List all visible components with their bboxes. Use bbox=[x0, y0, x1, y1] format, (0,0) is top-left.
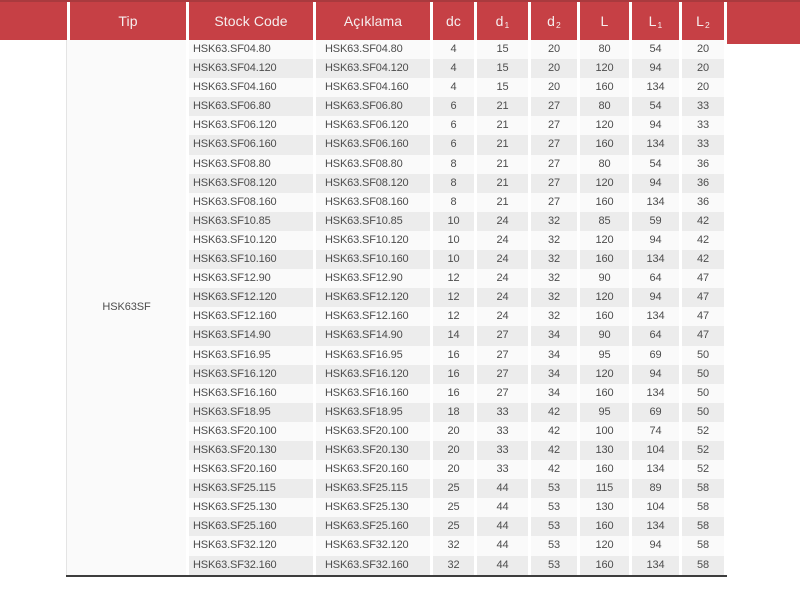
cell-l: 160 bbox=[580, 517, 629, 536]
header-cell-label: L bbox=[648, 13, 657, 29]
cell-l2: 58 bbox=[682, 498, 724, 517]
cell-d1: 44 bbox=[477, 498, 528, 517]
cell-d2: 34 bbox=[531, 326, 577, 345]
cell-dc: 25 bbox=[433, 498, 474, 517]
cell-d2: 32 bbox=[531, 269, 577, 288]
cell-l1: 94 bbox=[632, 536, 679, 555]
cell-l: 120 bbox=[580, 59, 629, 78]
header-cell-l bbox=[580, 2, 629, 40]
cell-d1: 27 bbox=[477, 346, 528, 365]
cell-l1: 134 bbox=[632, 556, 679, 575]
cell-l1: 64 bbox=[632, 269, 679, 288]
cell-aciklama: HSK63.SF20.160 bbox=[316, 460, 430, 479]
cell-l2: 58 bbox=[682, 517, 724, 536]
cell-l: 95 bbox=[580, 346, 629, 365]
table-row bbox=[189, 231, 800, 250]
cell-dc: 20 bbox=[433, 422, 474, 441]
cell-l2: 50 bbox=[682, 365, 724, 384]
cell-l2: 50 bbox=[682, 384, 724, 403]
cell-stock-code: HSK63.SF10.85 bbox=[189, 212, 313, 231]
header-cell-empty-left bbox=[0, 2, 67, 40]
cell-stock-code: HSK63.SF06.160 bbox=[189, 135, 313, 154]
cell-d2: 27 bbox=[531, 174, 577, 193]
cell-aciklama: HSK63.SF04.120 bbox=[316, 59, 430, 78]
cell-stock-code: HSK63.SF32.120 bbox=[189, 536, 313, 555]
header-cell-label: dc bbox=[446, 13, 461, 29]
cell-l1: 134 bbox=[632, 384, 679, 403]
cell-aciklama: HSK63.SF14.90 bbox=[316, 326, 430, 345]
cell-stock-code: HSK63.SF10.120 bbox=[189, 231, 313, 250]
cell-l: 120 bbox=[580, 231, 629, 250]
table-row bbox=[189, 307, 800, 326]
cell-stock-code: HSK63.SF20.100 bbox=[189, 422, 313, 441]
cell-dc: 16 bbox=[433, 346, 474, 365]
cell-l1: 54 bbox=[632, 40, 679, 59]
cell-d1: 24 bbox=[477, 269, 528, 288]
cell-l2: 58 bbox=[682, 536, 724, 555]
cell-aciklama: HSK63.SF20.130 bbox=[316, 441, 430, 460]
cell-d1: 24 bbox=[477, 212, 528, 231]
cell-d1: 21 bbox=[477, 116, 528, 135]
header-cell-d1 bbox=[477, 2, 528, 40]
cell-l2: 47 bbox=[682, 269, 724, 288]
cell-d1: 15 bbox=[477, 78, 528, 97]
cell-l2: 33 bbox=[682, 97, 724, 116]
cell-d1: 24 bbox=[477, 288, 528, 307]
cell-d1: 33 bbox=[477, 403, 528, 422]
cell-d1: 24 bbox=[477, 231, 528, 250]
header-cell-stock-code bbox=[189, 2, 313, 40]
cell-stock-code: HSK63.SF25.130 bbox=[189, 498, 313, 517]
cell-aciklama: HSK63.SF04.160 bbox=[316, 78, 430, 97]
cell-l2: 50 bbox=[682, 346, 724, 365]
cell-l: 160 bbox=[580, 556, 629, 575]
cell-d2: 27 bbox=[531, 116, 577, 135]
cell-l2: 52 bbox=[682, 441, 724, 460]
table-row bbox=[189, 155, 800, 174]
cell-d2: 53 bbox=[531, 556, 577, 575]
cell-d1: 21 bbox=[477, 174, 528, 193]
cell-aciklama: HSK63.SF12.120 bbox=[316, 288, 430, 307]
table-body bbox=[0, 40, 800, 575]
cell-stock-code: HSK63.SF12.160 bbox=[189, 307, 313, 326]
cell-d1: 27 bbox=[477, 365, 528, 384]
cell-d1: 44 bbox=[477, 479, 528, 498]
cell-d1: 21 bbox=[477, 155, 528, 174]
cell-d2: 34 bbox=[531, 365, 577, 384]
cell-l1: 74 bbox=[632, 422, 679, 441]
cell-aciklama: HSK63.SF06.120 bbox=[316, 116, 430, 135]
cell-dc: 6 bbox=[433, 97, 474, 116]
cell-aciklama: HSK63.SF04.80 bbox=[316, 40, 430, 59]
table-row bbox=[189, 59, 800, 78]
cell-d1: 21 bbox=[477, 135, 528, 154]
table-row bbox=[189, 460, 800, 479]
cell-aciklama: HSK63.SF12.160 bbox=[316, 307, 430, 326]
cell-d1: 27 bbox=[477, 326, 528, 345]
header-cell-label: Tip bbox=[118, 13, 138, 29]
header-cell-subscript: 2 bbox=[705, 20, 710, 30]
cell-stock-code: HSK63.SF12.120 bbox=[189, 288, 313, 307]
cell-dc: 10 bbox=[433, 212, 474, 231]
cell-d1: 21 bbox=[477, 193, 528, 212]
cell-l1: 104 bbox=[632, 441, 679, 460]
cell-d2: 34 bbox=[531, 346, 577, 365]
cell-l1: 59 bbox=[632, 212, 679, 231]
cell-l1: 69 bbox=[632, 403, 679, 422]
cell-dc: 10 bbox=[433, 250, 474, 269]
cell-l: 160 bbox=[580, 78, 629, 97]
cell-stock-code: HSK63.SF08.160 bbox=[189, 193, 313, 212]
cell-d1: 24 bbox=[477, 250, 528, 269]
cell-l2: 47 bbox=[682, 307, 724, 326]
cell-aciklama: HSK63.SF16.95 bbox=[316, 346, 430, 365]
cell-d2: 20 bbox=[531, 40, 577, 59]
cell-dc: 10 bbox=[433, 231, 474, 250]
table-row bbox=[189, 250, 800, 269]
cell-aciklama: HSK63.SF10.85 bbox=[316, 212, 430, 231]
cell-aciklama: HSK63.SF08.80 bbox=[316, 155, 430, 174]
header-cell-subscript: 1 bbox=[657, 20, 663, 30]
header-cell-tip bbox=[70, 2, 186, 40]
cell-dc: 16 bbox=[433, 365, 474, 384]
table-row bbox=[189, 346, 800, 365]
cell-stock-code: HSK63.SF20.130 bbox=[189, 441, 313, 460]
cell-l1: 94 bbox=[632, 59, 679, 78]
cell-l: 100 bbox=[580, 422, 629, 441]
cell-l1: 89 bbox=[632, 479, 679, 498]
cell-l2: 33 bbox=[682, 135, 724, 154]
cell-l1: 94 bbox=[632, 231, 679, 250]
table-row bbox=[189, 269, 800, 288]
table-row bbox=[189, 193, 800, 212]
cell-dc: 4 bbox=[433, 40, 474, 59]
cell-l1: 94 bbox=[632, 365, 679, 384]
table-row bbox=[189, 517, 800, 536]
cell-aciklama: HSK63.SF12.90 bbox=[316, 269, 430, 288]
cell-d1: 24 bbox=[477, 307, 528, 326]
cell-aciklama: HSK63.SF32.160 bbox=[316, 556, 430, 575]
cell-stock-code: HSK63.SF32.160 bbox=[189, 556, 313, 575]
cell-l: 160 bbox=[580, 193, 629, 212]
cell-l: 160 bbox=[580, 250, 629, 269]
cell-l: 80 bbox=[580, 97, 629, 116]
cell-l: 85 bbox=[580, 212, 629, 231]
cell-stock-code: HSK63.SF16.120 bbox=[189, 365, 313, 384]
table-row bbox=[189, 441, 800, 460]
cell-d1: 44 bbox=[477, 556, 528, 575]
cell-l1: 64 bbox=[632, 326, 679, 345]
cell-l2: 42 bbox=[682, 250, 724, 269]
cell-l1: 134 bbox=[632, 307, 679, 326]
cell-l: 130 bbox=[580, 441, 629, 460]
tip-group-label: HSK63SF bbox=[102, 301, 151, 314]
header-cell-label: d bbox=[547, 13, 556, 29]
cell-d1: 15 bbox=[477, 40, 528, 59]
cell-stock-code: HSK63.SF14.90 bbox=[189, 326, 313, 345]
cell-dc: 32 bbox=[433, 536, 474, 555]
cell-d2: 53 bbox=[531, 517, 577, 536]
table-header-row bbox=[0, 0, 800, 40]
cell-d2: 32 bbox=[531, 212, 577, 231]
cell-dc: 12 bbox=[433, 307, 474, 326]
cell-l1: 134 bbox=[632, 250, 679, 269]
table-row bbox=[189, 326, 800, 345]
table-row bbox=[189, 365, 800, 384]
cell-l1: 94 bbox=[632, 174, 679, 193]
cell-l: 130 bbox=[580, 498, 629, 517]
cell-dc: 20 bbox=[433, 460, 474, 479]
cell-l1: 134 bbox=[632, 135, 679, 154]
cell-d2: 27 bbox=[531, 193, 577, 212]
cell-stock-code: HSK63.SF10.160 bbox=[189, 250, 313, 269]
table-row bbox=[189, 403, 800, 422]
cell-aciklama: HSK63.SF20.100 bbox=[316, 422, 430, 441]
cell-l2: 36 bbox=[682, 155, 724, 174]
cell-l2: 58 bbox=[682, 556, 724, 575]
cell-l2: 36 bbox=[682, 174, 724, 193]
cell-d1: 15 bbox=[477, 59, 528, 78]
cell-l: 160 bbox=[580, 307, 629, 326]
cell-dc: 14 bbox=[433, 326, 474, 345]
cell-d2: 32 bbox=[531, 231, 577, 250]
cell-aciklama: HSK63.SF06.160 bbox=[316, 135, 430, 154]
cell-d2: 53 bbox=[531, 498, 577, 517]
cell-d1: 33 bbox=[477, 441, 528, 460]
cell-l1: 134 bbox=[632, 517, 679, 536]
cell-d2: 27 bbox=[531, 135, 577, 154]
cell-aciklama: HSK63.SF18.95 bbox=[316, 403, 430, 422]
cell-dc: 8 bbox=[433, 155, 474, 174]
table-row bbox=[189, 135, 800, 154]
cell-stock-code: HSK63.SF06.120 bbox=[189, 116, 313, 135]
cell-l1: 54 bbox=[632, 155, 679, 174]
cell-l2: 33 bbox=[682, 116, 724, 135]
header-cell-aciklama bbox=[316, 2, 430, 40]
cell-d1: 44 bbox=[477, 517, 528, 536]
header-cell-subscript: 2 bbox=[556, 20, 561, 30]
cell-l1: 94 bbox=[632, 116, 679, 135]
header-cell-label: L bbox=[600, 13, 609, 29]
cell-l2: 20 bbox=[682, 40, 724, 59]
cell-l2: 50 bbox=[682, 403, 724, 422]
cell-l: 120 bbox=[580, 174, 629, 193]
cell-l: 90 bbox=[580, 326, 629, 345]
table-row bbox=[189, 78, 800, 97]
cell-l1: 104 bbox=[632, 498, 679, 517]
table-row bbox=[189, 556, 800, 575]
cell-aciklama: HSK63.SF08.160 bbox=[316, 193, 430, 212]
cell-dc: 4 bbox=[433, 78, 474, 97]
cell-d2: 42 bbox=[531, 422, 577, 441]
table-row bbox=[189, 422, 800, 441]
table-row bbox=[189, 498, 800, 517]
cell-l1: 134 bbox=[632, 78, 679, 97]
table-bottom-border bbox=[66, 575, 727, 577]
cell-stock-code: HSK63.SF25.160 bbox=[189, 517, 313, 536]
cell-d1: 33 bbox=[477, 460, 528, 479]
cell-d1: 27 bbox=[477, 384, 528, 403]
cell-aciklama: HSK63.SF25.115 bbox=[316, 479, 430, 498]
table-row bbox=[189, 479, 800, 498]
cell-stock-code: HSK63.SF04.120 bbox=[189, 59, 313, 78]
cell-stock-code: HSK63.SF16.160 bbox=[189, 384, 313, 403]
cell-l2: 36 bbox=[682, 193, 724, 212]
cell-d2: 20 bbox=[531, 78, 577, 97]
cell-stock-code: HSK63.SF16.95 bbox=[189, 346, 313, 365]
cell-dc: 6 bbox=[433, 135, 474, 154]
cell-l2: 42 bbox=[682, 231, 724, 250]
table-row bbox=[189, 384, 800, 403]
header-cell-empty-right bbox=[727, 2, 800, 44]
header-cell-label: d bbox=[495, 13, 504, 29]
cell-stock-code: HSK63.SF04.160 bbox=[189, 78, 313, 97]
cell-d2: 20 bbox=[531, 59, 577, 78]
cell-l2: 52 bbox=[682, 460, 724, 479]
header-cell-dc bbox=[433, 2, 474, 40]
cell-aciklama: HSK63.SF16.120 bbox=[316, 365, 430, 384]
cell-stock-code: HSK63.SF12.90 bbox=[189, 269, 313, 288]
cell-l1: 54 bbox=[632, 97, 679, 116]
cell-l: 90 bbox=[580, 269, 629, 288]
cell-aciklama: HSK63.SF32.120 bbox=[316, 536, 430, 555]
cell-l: 160 bbox=[580, 135, 629, 154]
cell-l: 160 bbox=[580, 384, 629, 403]
cell-stock-code: HSK63.SF25.115 bbox=[189, 479, 313, 498]
cell-dc: 6 bbox=[433, 116, 474, 135]
cell-l2: 20 bbox=[682, 59, 724, 78]
cell-d2: 34 bbox=[531, 384, 577, 403]
cell-aciklama: HSK63.SF10.120 bbox=[316, 231, 430, 250]
header-cell-subscript: 1 bbox=[504, 20, 510, 30]
cell-l1: 69 bbox=[632, 346, 679, 365]
cell-aciklama: HSK63.SF16.160 bbox=[316, 384, 430, 403]
cell-stock-code: HSK63.SF08.120 bbox=[189, 174, 313, 193]
cell-aciklama: HSK63.SF08.120 bbox=[316, 174, 430, 193]
cell-dc: 4 bbox=[433, 59, 474, 78]
cell-dc: 25 bbox=[433, 517, 474, 536]
cell-l2: 52 bbox=[682, 422, 724, 441]
tip-group-cell bbox=[66, 40, 186, 575]
cell-l: 115 bbox=[580, 479, 629, 498]
cell-l: 120 bbox=[580, 116, 629, 135]
cell-stock-code: HSK63.SF20.160 bbox=[189, 460, 313, 479]
cell-l: 120 bbox=[580, 365, 629, 384]
cell-d2: 32 bbox=[531, 250, 577, 269]
header-cell-label: L bbox=[696, 13, 705, 29]
cell-stock-code: HSK63.SF04.80 bbox=[189, 40, 313, 59]
cell-l1: 134 bbox=[632, 460, 679, 479]
cell-d2: 42 bbox=[531, 460, 577, 479]
table-row bbox=[189, 116, 800, 135]
cell-d2: 42 bbox=[531, 441, 577, 460]
cell-dc: 18 bbox=[433, 403, 474, 422]
header-cell-label: Açıklama bbox=[343, 13, 403, 29]
cell-l1: 94 bbox=[632, 288, 679, 307]
cell-l: 95 bbox=[580, 403, 629, 422]
cell-aciklama: HSK63.SF25.130 bbox=[316, 498, 430, 517]
table-row bbox=[189, 174, 800, 193]
cell-dc: 16 bbox=[433, 384, 474, 403]
cell-d2: 27 bbox=[531, 155, 577, 174]
cell-d2: 53 bbox=[531, 536, 577, 555]
cell-dc: 12 bbox=[433, 269, 474, 288]
cell-aciklama: HSK63.SF25.160 bbox=[316, 517, 430, 536]
cell-l2: 20 bbox=[682, 78, 724, 97]
header-cell-label: Stock Code bbox=[214, 13, 288, 29]
cell-dc: 8 bbox=[433, 174, 474, 193]
cell-l2: 42 bbox=[682, 212, 724, 231]
cell-stock-code: HSK63.SF06.80 bbox=[189, 97, 313, 116]
cell-d2: 27 bbox=[531, 97, 577, 116]
cell-d1: 44 bbox=[477, 536, 528, 555]
cell-l2: 47 bbox=[682, 326, 724, 345]
table-row bbox=[189, 212, 800, 231]
header-cell-l1 bbox=[632, 2, 679, 40]
table-row bbox=[189, 536, 800, 555]
cell-l2: 47 bbox=[682, 288, 724, 307]
cell-dc: 12 bbox=[433, 288, 474, 307]
cell-l: 80 bbox=[580, 155, 629, 174]
cell-stock-code: HSK63.SF18.95 bbox=[189, 403, 313, 422]
cell-aciklama: HSK63.SF10.160 bbox=[316, 250, 430, 269]
cell-l1: 134 bbox=[632, 193, 679, 212]
cell-dc: 20 bbox=[433, 441, 474, 460]
cell-l: 120 bbox=[580, 536, 629, 555]
cell-l: 120 bbox=[580, 288, 629, 307]
cell-d2: 53 bbox=[531, 479, 577, 498]
table-row bbox=[189, 40, 800, 59]
cell-d1: 21 bbox=[477, 97, 528, 116]
cell-dc: 8 bbox=[433, 193, 474, 212]
cell-stock-code: HSK63.SF08.80 bbox=[189, 155, 313, 174]
cell-aciklama: HSK63.SF06.80 bbox=[316, 97, 430, 116]
cell-d2: 32 bbox=[531, 288, 577, 307]
cell-l: 80 bbox=[580, 40, 629, 59]
cell-dc: 25 bbox=[433, 479, 474, 498]
cell-l: 160 bbox=[580, 460, 629, 479]
header-cell-d2 bbox=[531, 2, 577, 40]
header-cell-l2 bbox=[682, 2, 724, 40]
cell-d2: 42 bbox=[531, 403, 577, 422]
cell-l2: 58 bbox=[682, 479, 724, 498]
cell-d2: 32 bbox=[531, 307, 577, 326]
table-row bbox=[189, 97, 800, 116]
cell-dc: 32 bbox=[433, 556, 474, 575]
table-row bbox=[189, 288, 800, 307]
cell-d1: 33 bbox=[477, 422, 528, 441]
